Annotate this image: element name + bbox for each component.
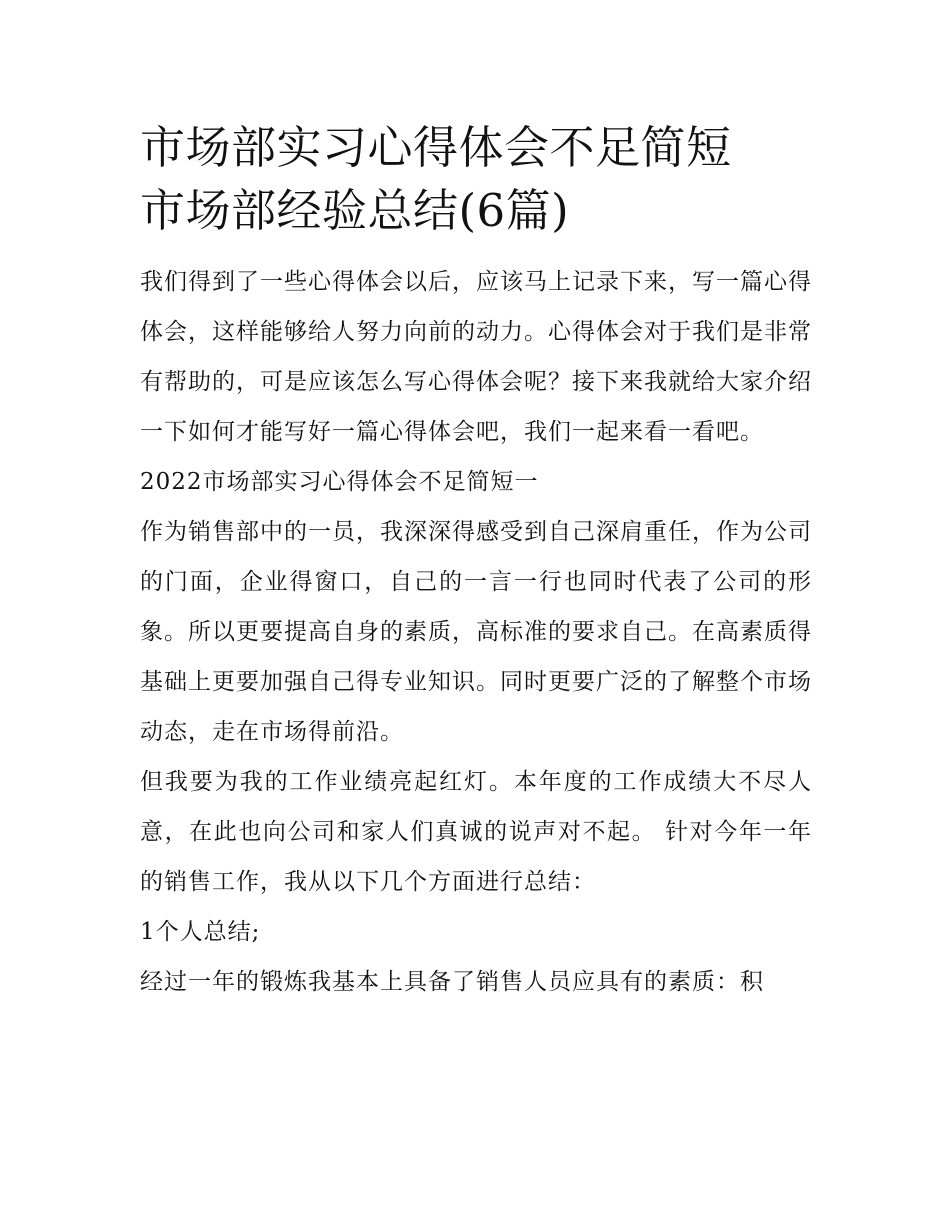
document-title [140,116,812,242]
title-line-1: 市场部实习心得体会不足简短 [140,121,732,174]
body-paragraph: 经过一年的锻炼我基本上具备了销售人员应具有的素质：积 [140,969,764,995]
title-line-2: 市场部经验总结(6篇) [140,184,570,237]
body-paragraph: 作为销售部中的一员，我深深得感受到自己深肩重任，作为公司的门面，企业得窗口，自己的一言一行也同时代表了公司的形象。所以更要提高自身的素质，高标准的要求自己。在高素质得基础上更要加强自己得专业知识。同时更要广泛的了解整个市场动态，走在市场得前沿。 [140,519,812,745]
list-heading: 1个人总结; [140,919,261,945]
intro-paragraph: 我们得到了一些心得体会以后，应该马上记录下来，写一篇心得体会，这样能够给人努力向前的动力。心得体会对于我们是非常有帮助的，可是应该怎么写心得体会呢？接下来我就给大家介绍一下如何才能写好一篇心得体会吧，我们一起来看一看吧。 [140,269,812,445]
document-body [140,116,812,1007]
section-heading: 2022市场部实习心得体会不足简短一 [140,469,539,495]
body-paragraph: 但我要为我的工作业绩亮起红灯。本年度的工作成绩大不尽人意，在此也向公司和家人们真诚的说声对不起。 针对今年一年的销售工作，我从以下几个方面进行总结： [140,769,812,895]
